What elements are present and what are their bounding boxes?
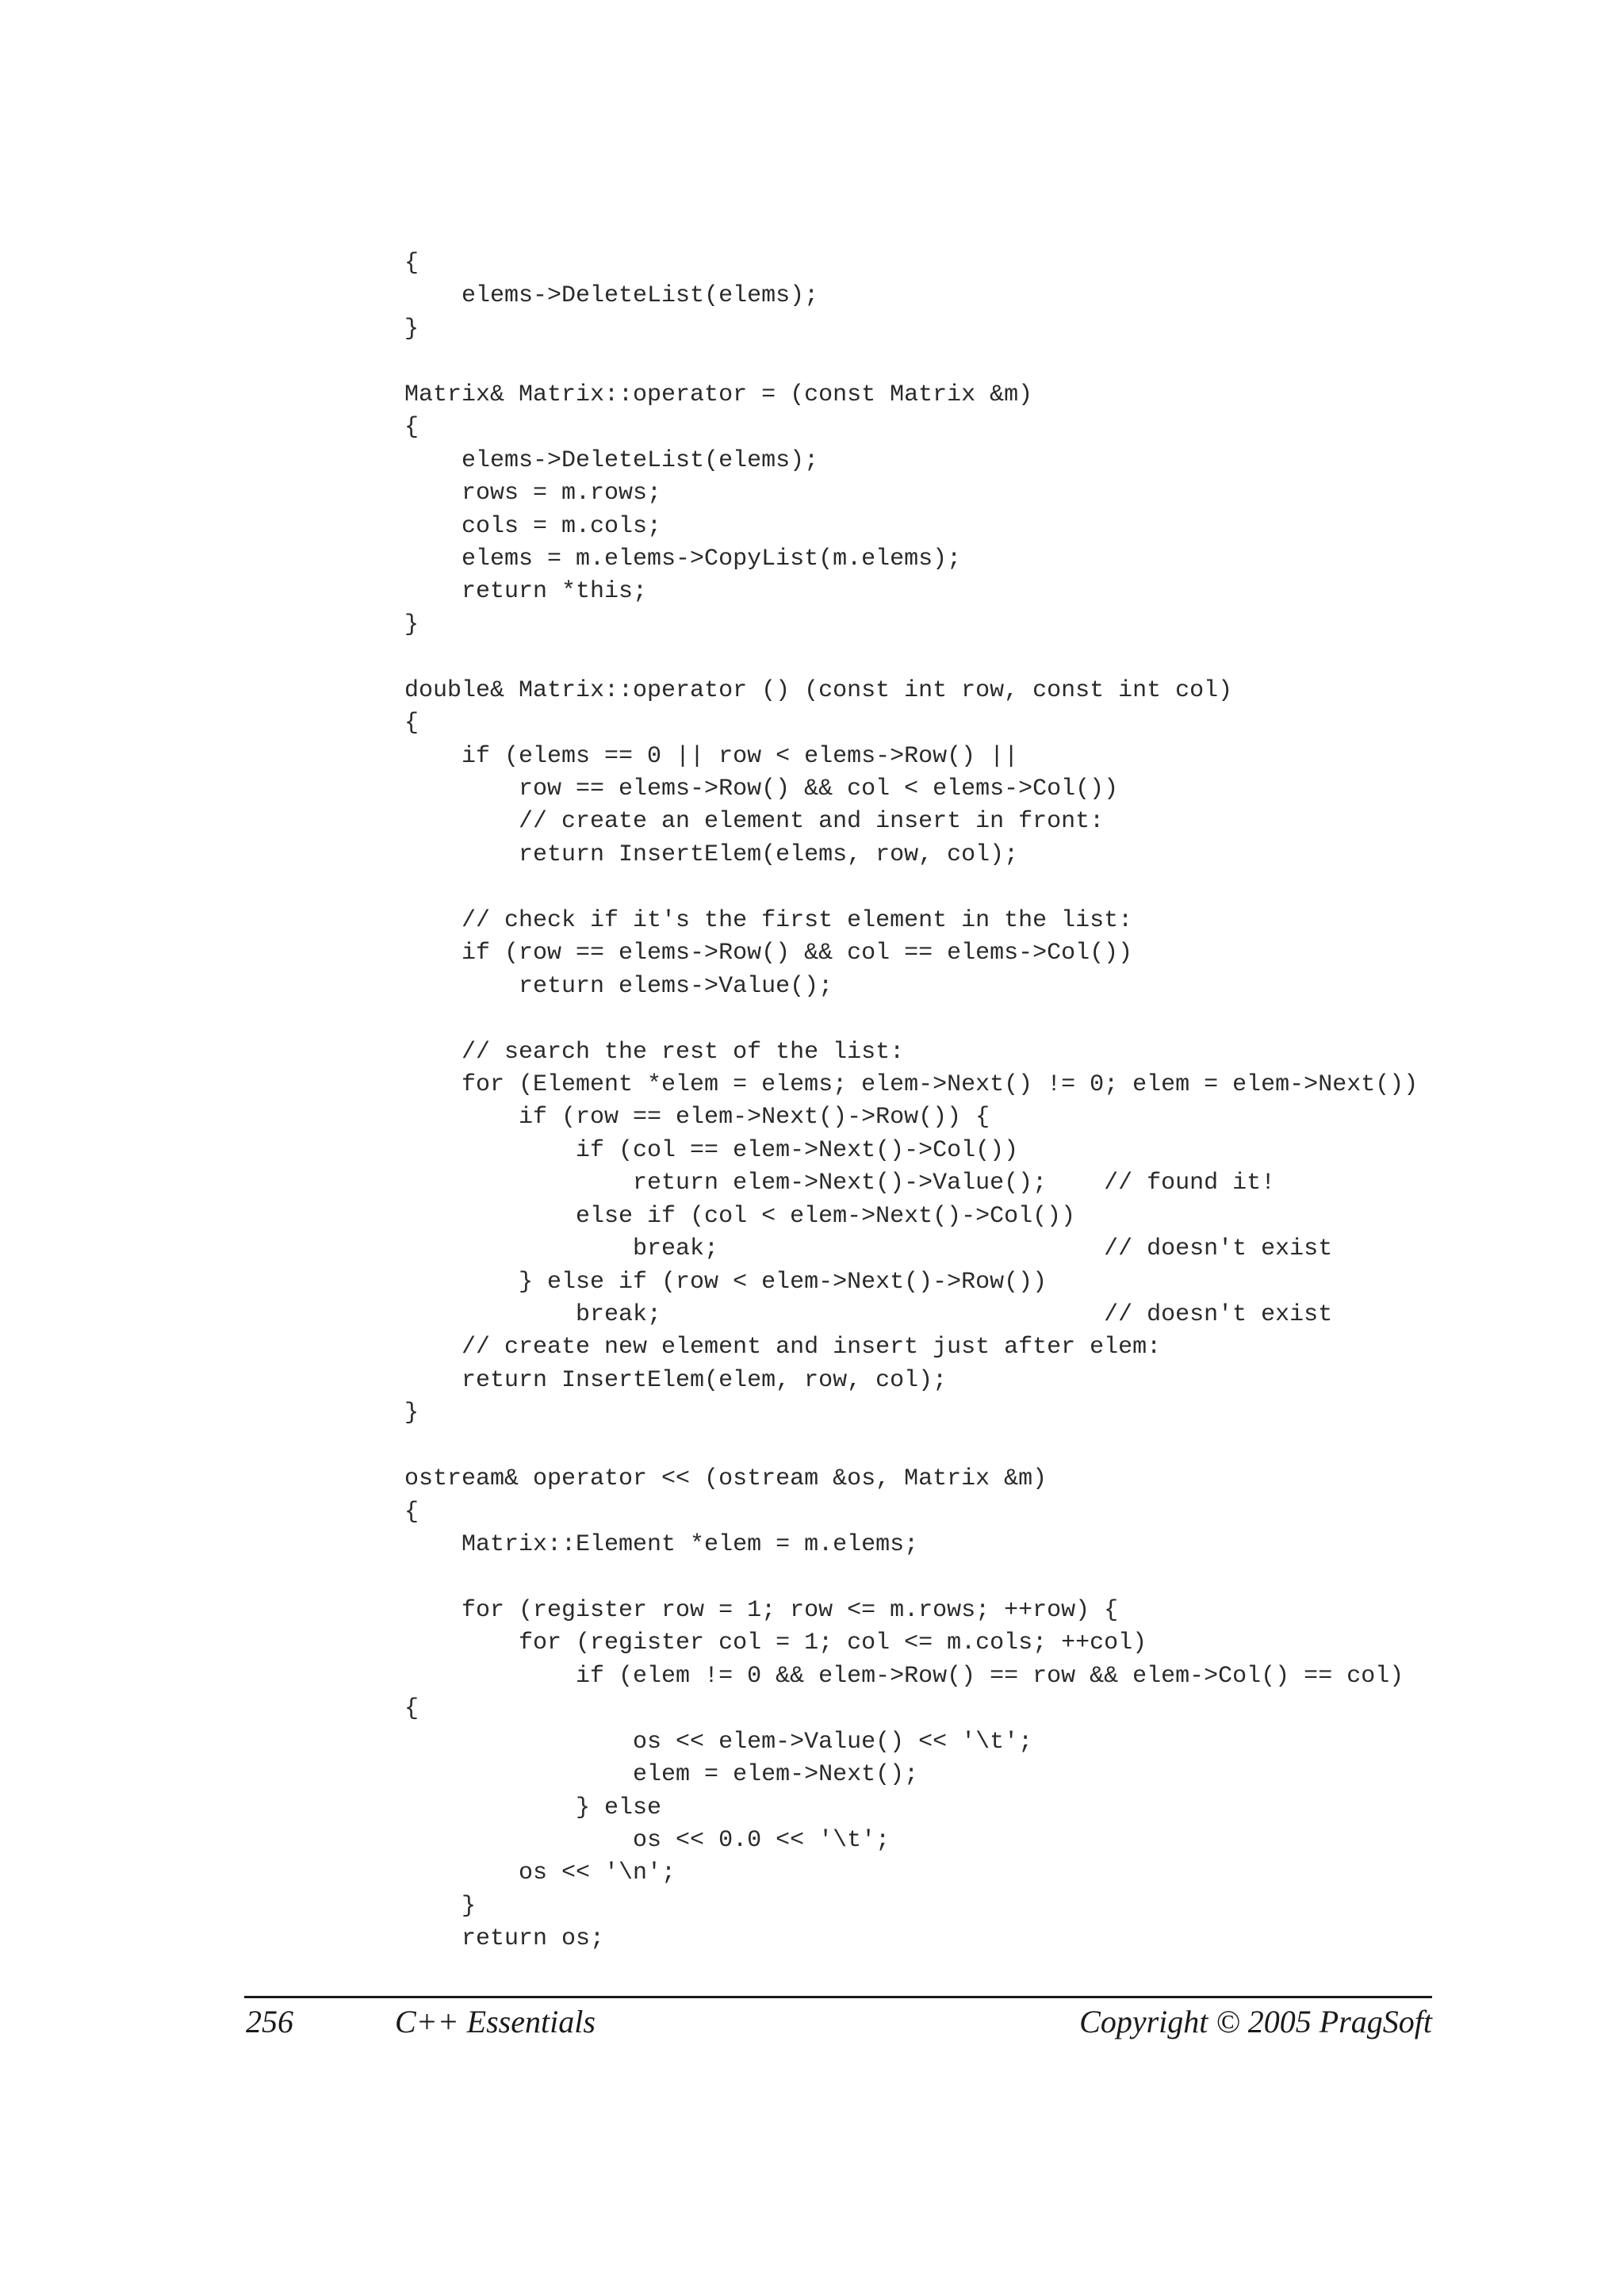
code-line: return InsertElem(elem, row, col); xyxy=(404,1366,948,1394)
code-line: return os; xyxy=(404,1925,605,1953)
code-line xyxy=(404,1003,1418,1036)
book-title: C++ Essentials xyxy=(395,2004,596,2039)
code-line: os << 0.0 << '\t'; xyxy=(404,1827,891,1854)
code-line: Matrix::Element *elem = m.elems; xyxy=(404,1531,919,1559)
code-line: for (register col = 1; col <= m.cols; ++col) xyxy=(404,1630,1147,1657)
code-line: os << '\n'; xyxy=(404,1859,676,1887)
code-line: // create new element and insert just after elem: xyxy=(404,1334,1162,1361)
code-line: elems->DeleteList(elems); xyxy=(404,446,819,474)
code-line: } xyxy=(404,1892,477,1920)
code-line: // create an element and insert in front: xyxy=(404,808,1105,836)
code-line: break; // doesn't exist xyxy=(404,1235,1333,1263)
code-line xyxy=(404,1562,1418,1595)
code-line: // search the rest of the list: xyxy=(404,1038,905,1066)
code-line: } xyxy=(404,611,419,638)
code-line: elems->DeleteList(elems); xyxy=(404,282,819,310)
code-line: break; // doesn't exist xyxy=(404,1301,1333,1328)
code-line: else if (col < elem->Next()->Col()) xyxy=(404,1202,1076,1230)
code-line: elems = m.elems->CopyList(m.elems); xyxy=(404,545,962,573)
code-line: { xyxy=(404,414,419,442)
code-line: // check if it's the first element in the list: xyxy=(404,906,1133,934)
code-line: } else if (row < elem->Next()->Row()) xyxy=(404,1268,1048,1296)
code-line: if (row == elems->Row() && col == elems->Col()) xyxy=(404,940,1133,967)
copyright-notice: Copyright © 2005 PragSoft xyxy=(1079,2004,1432,2039)
code-line: cols = m.cols; xyxy=(404,512,662,540)
code-line xyxy=(404,641,1418,674)
page-footer xyxy=(244,1996,1432,2043)
code-line: { xyxy=(404,1695,419,1723)
code-line: if (row == elem->Next()->Row()) { xyxy=(404,1104,990,1132)
code-line: for (Element *elem = elems; elem->Next() != 0; elem = elem->Next()) xyxy=(404,1070,1419,1098)
code-line xyxy=(404,346,1418,378)
code-line: rows = m.rows; xyxy=(404,480,662,507)
code-line: { xyxy=(404,250,419,277)
code-line: row == elems->Row() && col < elems->Col()) xyxy=(404,776,1119,802)
code-line: os << elem->Value() << '\t'; xyxy=(404,1728,1033,1756)
page-number: 256 xyxy=(246,2004,293,2039)
code-line: double& Matrix::operator () (const int row, const int col) xyxy=(404,676,1233,704)
code-line: return InsertElem(elems, row, col); xyxy=(404,841,1019,868)
code-line xyxy=(404,1430,1418,1463)
code-listing xyxy=(404,247,1418,1956)
code-line xyxy=(404,871,1418,904)
code-line: return elems->Value(); xyxy=(404,972,833,1000)
code-line: if (col == elem->Next()->Col()) xyxy=(404,1136,1019,1164)
code-line: } else xyxy=(404,1794,662,1821)
code-line: { xyxy=(404,1498,419,1526)
code-line: } xyxy=(404,1400,419,1427)
code-line: if (elem != 0 && elem->Row() == row && elem->Col() == col) xyxy=(404,1662,1404,1690)
code-line: for (register row = 1; row <= m.rows; ++row) { xyxy=(404,1596,1119,1624)
code-line: if (elems == 0 || row < elems->Row() || xyxy=(404,742,1019,770)
code-line: return *this; xyxy=(404,578,648,606)
code-line: } xyxy=(404,315,419,343)
code-line: { xyxy=(404,710,419,737)
code-line: return elem->Next()->Value(); // found it! xyxy=(404,1170,1276,1197)
code-line: elem = elem->Next(); xyxy=(404,1761,919,1789)
code-line: Matrix& Matrix::operator = (const Matrix &m) xyxy=(404,381,1033,408)
code-line: ostream& operator << (ostream &os, Matrix &m) xyxy=(404,1465,1048,1493)
